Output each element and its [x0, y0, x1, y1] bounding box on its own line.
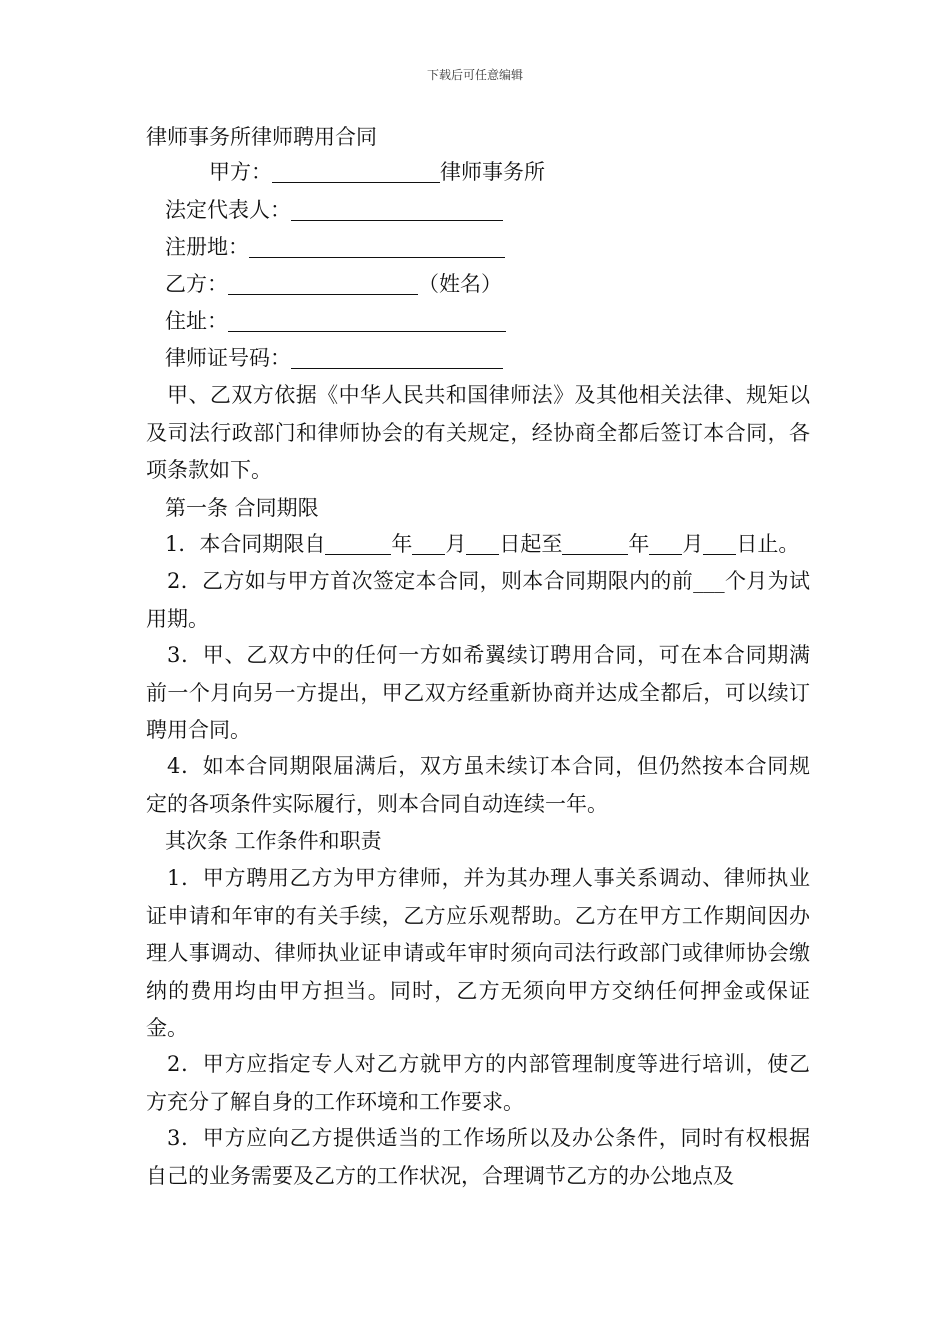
- article-2-item-1: 1．甲方聘用乙方为甲方律师，并为其办理人事关系调动、律师执业证申请和年审的有关手续，乙方应乐观帮助。乙方在甲方工作期间因办理人事调动、律师执业证申请或年审时须向司法行政部门或律师协会缴纳的费用均由甲方担当。同时，乙方无须向甲方交纳任何押金或保证金。: [146, 866, 810, 1040]
- party-a-suffix: 律师事务所: [440, 160, 545, 184]
- residence-label: 住址：: [165, 309, 228, 333]
- page-header: 下载后可任意编辑: [426, 68, 523, 82]
- legal-rep-blank: [291, 198, 503, 221]
- party-a-blank: [272, 160, 440, 183]
- license-line: [165, 344, 503, 372]
- license-label: 律师证号码：: [165, 346, 291, 370]
- article-2-item-2: 2．甲方应指定专人对乙方就甲方的内部管理制度等进行培训，使乙方充分了解自身的工作环境和工作要求。: [146, 1052, 810, 1114]
- residence-line: [165, 307, 506, 335]
- article-1-item-4: 4．如本合同期限届满后，双方虽未续订本合同，但仍然按本合同规定的各项条件实际履行，则本合同自动连续一年。: [146, 754, 810, 816]
- intro-paragraph: 甲、乙双方依据《中华人民共和国律师法》及其他相关法律、规矩以及司法行政部门和律师协会的有关规定，经协商全都后签订本合同，各项条款如下。: [146, 383, 810, 482]
- legal-rep-line: [165, 196, 503, 224]
- party-b-suffix: （姓名）: [418, 272, 502, 296]
- legal-rep-label: 法定代表人：: [165, 198, 291, 222]
- party-a-line: [209, 158, 545, 186]
- article-1-item-1: 1．本合同期限自 年 月 日起至 年 月 日止。: [165, 532, 800, 556]
- residence-blank: [228, 309, 506, 332]
- article-2-heading: 其次条 工作条件和职责: [165, 829, 382, 853]
- reg-address-label: 注册地：: [165, 235, 249, 259]
- party-b-blank: [228, 272, 418, 295]
- article-1-item-2: 2．乙方如与甲方首次签定本合同，则本合同期限内的前___个月为试用期。: [146, 569, 810, 631]
- party-a-label: 甲方：: [209, 160, 272, 184]
- article-1-heading: 第一条 合同期限: [165, 496, 319, 520]
- article-1-item-3: 3．甲、乙双方中的任何一方如希翼续订聘用合同，可在本合同期满前一个月向另一方提出，甲乙双方经重新协商并达成全都后，可以续订聘用合同。: [146, 643, 810, 742]
- reg-address-blank: [249, 235, 505, 258]
- reg-address-line: [165, 233, 505, 261]
- document-title: 律师事务所律师聘用合同: [146, 125, 377, 149]
- article-2-item-3: 3．甲方应向乙方提供适当的工作场所以及办公条件，同时有权根据自己的业务需要及乙方的工作状况，合理调节乙方的办公地点及: [146, 1126, 810, 1188]
- party-b-label: 乙方：: [165, 272, 228, 296]
- party-b-line: [165, 270, 502, 298]
- license-blank: [291, 346, 503, 369]
